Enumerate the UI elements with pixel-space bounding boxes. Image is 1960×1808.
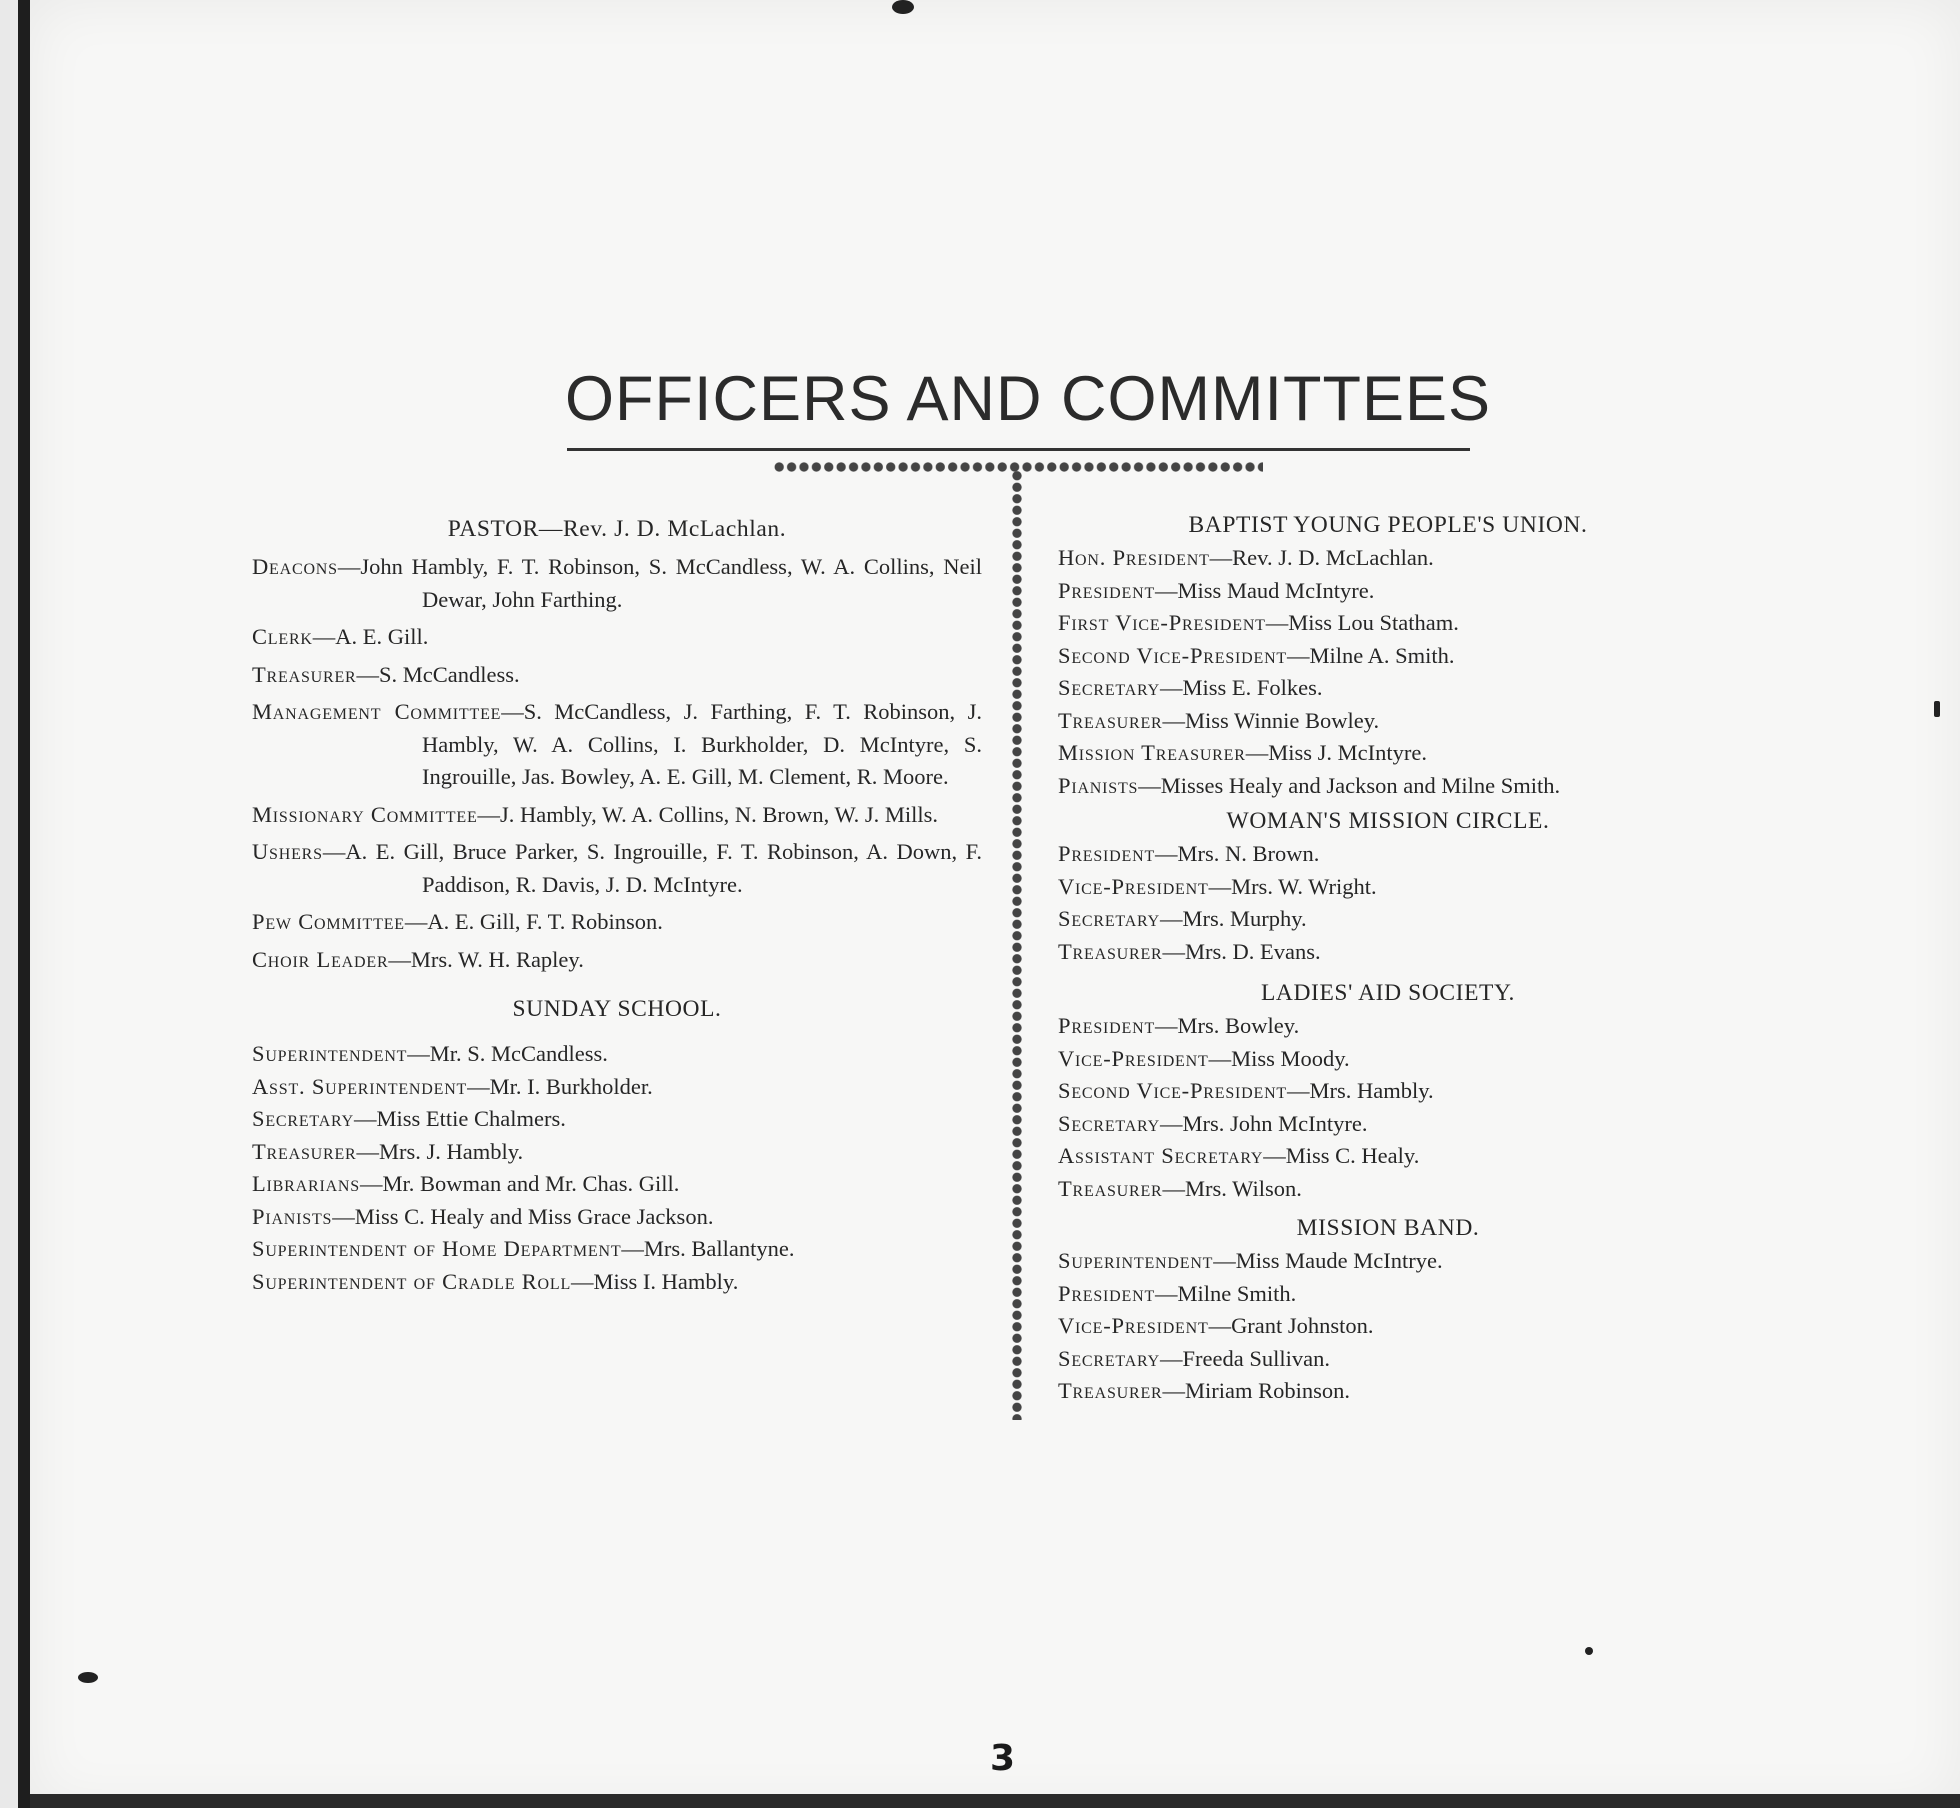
officer-line	[252, 1103, 982, 1136]
officer-names: —Mrs. Bowley.	[1155, 1013, 1300, 1038]
officer-line	[252, 1071, 982, 1104]
role-label: First Vice-President	[1058, 610, 1266, 635]
officer-entry	[252, 799, 982, 832]
officer-names: —Rev. J. D. McLachlan.	[1209, 545, 1434, 570]
officer-names: —Miss Winnie Bowley.	[1162, 707, 1380, 733]
officer-names: —Mrs. N. Brown.	[1155, 841, 1320, 866]
officer-names: —Miss E. Folkes.	[1160, 675, 1323, 700]
officer-entry	[252, 944, 982, 977]
role-label: Superintendent	[1058, 1248, 1214, 1273]
bypu-list	[1058, 542, 1718, 802]
officer-line	[252, 1168, 982, 1201]
role-label: Treasurer	[1058, 938, 1163, 964]
officer-names: —Miss I. Hambly.	[571, 1268, 739, 1294]
officer-line	[1058, 640, 1718, 673]
role-label: Deacons	[252, 554, 338, 579]
womans-mission-circle-heading: WOMAN'S MISSION CIRCLE.	[1226, 808, 1550, 834]
womans-mission-circle-list	[1058, 838, 1718, 968]
role-label: Vice-President	[1058, 1045, 1209, 1071]
title-underline	[567, 448, 1470, 451]
role-label: Secretary	[1058, 1110, 1160, 1136]
officer-names: —Miss C. Healy and Miss Grace Jackson.	[332, 1203, 714, 1229]
officer-names: —Miriam Robinson.	[1162, 1378, 1351, 1403]
officer-line	[1058, 1043, 1718, 1076]
role-label: Secretary	[252, 1106, 354, 1131]
officer-names: —Mrs. Wilson.	[1162, 1175, 1302, 1201]
officer-line	[1058, 1343, 1718, 1376]
officer-entry	[252, 551, 982, 616]
officer-line	[252, 1201, 982, 1234]
officer-line	[1058, 1310, 1718, 1343]
officer-line	[1058, 1140, 1718, 1173]
officer-names: —Mrs. Hambly.	[1287, 1078, 1434, 1103]
page-bottom-edge	[30, 1794, 1960, 1808]
officer-line	[1058, 607, 1718, 640]
role-label: Mission Treasurer	[1058, 740, 1246, 765]
officer-names: —A. E. Gill, F. T. Robinson.	[404, 909, 663, 934]
mission-band-list	[1058, 1245, 1718, 1408]
ink-speck	[78, 1672, 98, 1683]
officer-names: —Mrs. John McIntyre.	[1160, 1110, 1368, 1136]
role-label: Second Vice-President	[1058, 1078, 1287, 1103]
officer-names: —Milne A. Smith.	[1287, 642, 1455, 668]
role-label: Vice-President	[1058, 1313, 1209, 1338]
role-label: Treasurer	[252, 1138, 357, 1164]
officer-names: —Milne Smith.	[1155, 1280, 1297, 1306]
role-label: Superintendent of Cradle Roll	[252, 1268, 572, 1294]
officer-line	[1058, 1375, 1718, 1408]
officer-names: —Misses Healy and Jackson and Milne Smith.	[1138, 772, 1561, 798]
officer-entry	[252, 836, 982, 901]
role-label: President	[1058, 577, 1156, 603]
role-label: President	[1058, 1280, 1156, 1306]
pastor-heading: PASTOR—Rev. J. D. McLachlan.	[447, 516, 787, 542]
role-label: Treasurer	[1058, 1378, 1163, 1403]
officer-names: —Miss C. Healy.	[1263, 1143, 1420, 1168]
ink-speck	[1585, 1647, 1593, 1655]
role-label: Superintendent	[252, 1041, 408, 1066]
sunday-school-heading: SUNDAY SCHOOL.	[512, 996, 722, 1022]
officer-names: —Mrs. Murphy.	[1160, 906, 1307, 931]
officer-line	[1058, 672, 1718, 705]
officer-names: —Mrs. Ballantyne.	[621, 1236, 795, 1261]
vertical-bead-divider	[1010, 470, 1024, 1420]
role-label: Choir Leader	[252, 946, 389, 972]
officer-names: —A. E. Gill.	[312, 624, 429, 649]
officer-names: —Miss Lou Statham.	[1265, 610, 1459, 635]
page-binding-edge	[0, 0, 30, 1808]
role-label: Pew Committee	[252, 909, 405, 934]
role-label: Treasurer	[1058, 1175, 1163, 1201]
officer-names: —Grant Johnston.	[1208, 1313, 1374, 1338]
role-label: Missionary Committee	[252, 801, 478, 827]
role-label: Treasurer	[1058, 707, 1163, 733]
officer-names: —Mrs. W. H. Rapley.	[388, 946, 584, 972]
officer-line	[1058, 1010, 1718, 1043]
officer-names: —S. McCandless.	[356, 661, 520, 687]
officer-line	[1058, 871, 1718, 904]
ink-speck	[892, 0, 914, 14]
officer-names: —Miss Moody.	[1208, 1045, 1350, 1071]
officer-names: —A. E. Gill, Bruce Parker, S. Ingrouille, F. T. Robinson, A. Down, F. Paddison, R. Davis, J. D. McIntyre.	[322, 839, 982, 897]
ink-speck	[1934, 701, 1940, 717]
officer-line	[1058, 936, 1718, 969]
right-column	[1058, 508, 1718, 1408]
officer-line	[1058, 575, 1718, 608]
role-label: President	[1058, 841, 1156, 866]
officer-line	[1058, 1108, 1718, 1141]
officer-names: —Freeda Sullivan.	[1160, 1345, 1330, 1371]
ladies-aid-heading: LADIES' AID SOCIETY.	[1260, 980, 1516, 1006]
role-label: President	[1058, 1013, 1156, 1038]
officer-entry	[252, 621, 982, 654]
officer-line	[1058, 1173, 1718, 1206]
officer-line	[252, 1136, 982, 1169]
role-label: Assistant Secretary	[1058, 1143, 1264, 1168]
left-column	[252, 512, 982, 1298]
officer-names: —Mr. Bowman and Mr. Chas. Gill.	[359, 1171, 680, 1196]
role-label: Ushers	[252, 839, 323, 864]
sunday-school-list	[252, 1038, 982, 1298]
officer-line	[1058, 1278, 1718, 1311]
page-title: OFFICERS AND COMMITTEES	[565, 364, 1492, 434]
officer-line	[1058, 1075, 1718, 1108]
officer-names: —Mrs. W. Wright.	[1208, 873, 1377, 899]
officer-names: —S. McCandless, J. Farthing, F. T. Robinson, J. Hambly, W. A. Collins, I. Burkholder, D. McIntyre, S. Ingrouille, Jas. Bowley, A. E. Gill, M. Clement, R. Moore.	[422, 699, 983, 789]
officer-names: —Mrs. D. Evans.	[1162, 938, 1321, 964]
role-label: Secretary	[1058, 1345, 1160, 1371]
church-officer-list	[252, 551, 982, 976]
officer-line	[1058, 737, 1718, 770]
officer-entry	[252, 696, 982, 794]
page-number: 3	[990, 1738, 1016, 1779]
role-label: Asst. Superintendent	[252, 1073, 468, 1099]
officer-names: —J. Hambly, W. A. Collins, N. Brown, W. J. Mills.	[477, 801, 939, 827]
role-label: Pianists	[1058, 772, 1139, 798]
officer-line	[1058, 542, 1718, 575]
role-label: Pianists	[252, 1203, 333, 1229]
ladies-aid-list	[1058, 1010, 1718, 1205]
officer-line	[252, 1038, 982, 1071]
officer-names: —Miss J. McIntyre.	[1245, 740, 1427, 765]
bypu-heading: BAPTIST YOUNG PEOPLE'S UNION.	[1188, 512, 1588, 538]
role-label: Librarians	[252, 1171, 360, 1196]
mission-band-heading: MISSION BAND.	[1296, 1215, 1480, 1241]
officer-names: —Miss Maud McIntyre.	[1155, 577, 1375, 603]
officer-line	[1058, 838, 1718, 871]
officer-line	[1058, 1245, 1718, 1278]
role-label: Second Vice-President	[1058, 642, 1287, 668]
officer-entry	[252, 659, 982, 692]
officer-line	[1058, 705, 1718, 738]
officer-names: —Mrs. J. Hambly.	[356, 1138, 524, 1164]
role-label: Treasurer	[252, 661, 357, 687]
officer-line	[1058, 770, 1718, 803]
officer-names: —John Hambly, F. T. Robinson, S. McCandless, W. A. Collins, Neil Dewar, John Farthing.	[337, 554, 982, 612]
role-label: Secretary	[1058, 675, 1160, 700]
officer-line	[252, 1233, 982, 1266]
role-label: Hon. President	[1058, 545, 1210, 570]
officer-names: —Miss Ettie Chalmers.	[354, 1106, 566, 1131]
role-label: Secretary	[1058, 906, 1160, 931]
officer-line	[252, 1266, 982, 1299]
role-label: Superintendent of Home Department	[252, 1236, 622, 1261]
role-label: Clerk	[252, 624, 313, 649]
officer-entry	[252, 906, 982, 939]
officer-line	[1058, 903, 1718, 936]
role-label: Management Committee	[252, 699, 502, 724]
officer-names: —Mr. I. Burkholder.	[467, 1073, 653, 1099]
officer-names: —Miss Maude McIntrye.	[1213, 1248, 1443, 1273]
officer-names: —Mr. S. McCandless.	[407, 1041, 608, 1066]
role-label: Vice-President	[1058, 873, 1209, 899]
